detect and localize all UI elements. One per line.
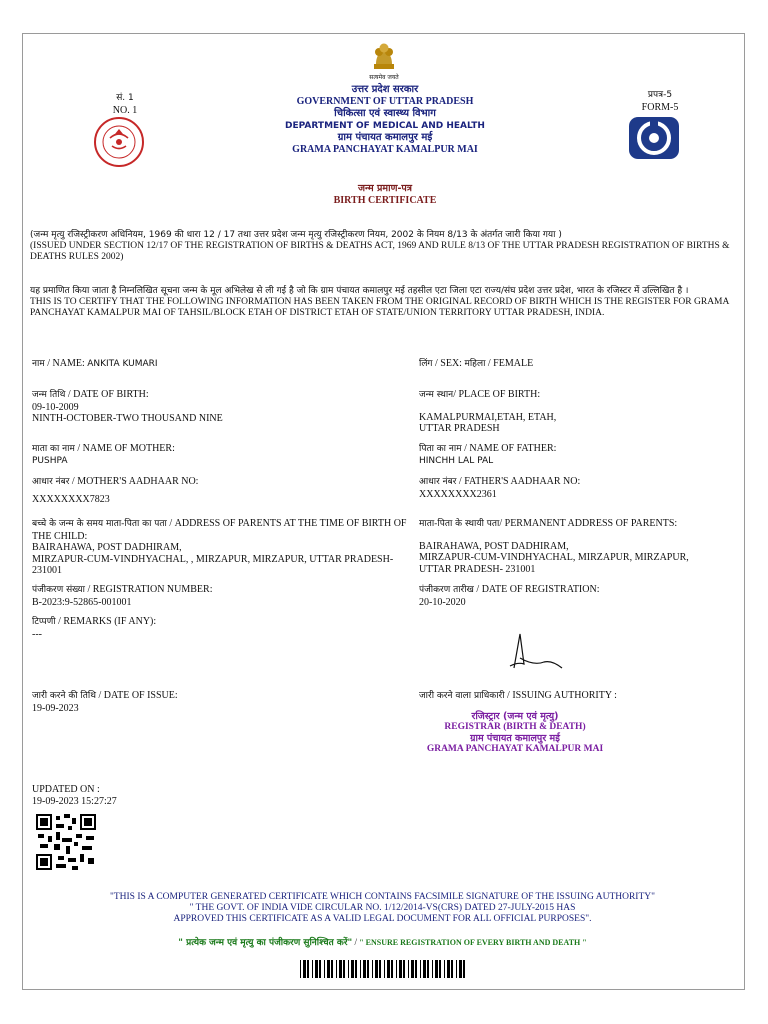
barcode-bar bbox=[435, 960, 438, 978]
barcode-bar bbox=[336, 960, 337, 978]
barcode-bar bbox=[391, 960, 393, 978]
barcode bbox=[300, 960, 468, 978]
barcode-bar bbox=[303, 960, 306, 978]
up-government-seal-icon bbox=[88, 116, 150, 168]
barcode-bar bbox=[343, 960, 345, 978]
issuing-authority: जारी करने वाला प्राधिकारी / ISSUING AUTHORITY : bbox=[419, 690, 617, 701]
barcode-bar bbox=[411, 960, 414, 978]
issuing-government-header: उत्तर प्रदेश सरकार GOVERNMENT OF UTTAR PRADESH चिकित्सा एवं स्वास्थ्य विभाग DEPARTMENT OF MEDICAL AND HEALTH ग्राम पंचायत कमालपुर मई GRAMA PANCHAYAT KAMALPUR MAI bbox=[285, 84, 485, 155]
updated-on: UPDATED ON : 19-09-2023 15:27:27 bbox=[32, 784, 117, 807]
barcode-bar bbox=[339, 960, 342, 978]
barcode-bar bbox=[351, 960, 354, 978]
footer-disclaimer: "THIS IS A COMPUTER GENERATED CERTIFICATE WHICH CONTAINS FACSIMILE SIGNATURE OF THE ISSUING AUTHORITY" " THE GOVT. OF INDIA VIDE CIRCULAR NO. 1/12/2014-VS(CRS) DATED 27-JULY-2015 HAS APPROVED THIS CERTIFICATE AS A VALID LEGAL DOCUMENT FOR ALL OFFICIAL PURPOSES". bbox=[109, 892, 656, 924]
barcode-bar bbox=[312, 960, 313, 978]
address-at-birth: बच्चे के जन्म के समय माता-पिता का पता / ADDRESS OF PARENTS AT THE TIME OF BIRTH OF THE CHILD: BAIRAHAWA, POST DADHIRAM, MIRZAPUR-CUM-VINDHYACHAL, , MIRZAPUR, MIRZAPUR, UTTAR PRADESH- 231001 bbox=[32, 518, 407, 576]
barcode-bar bbox=[427, 960, 429, 978]
barcode-bar bbox=[327, 960, 330, 978]
barcode-bar bbox=[360, 960, 361, 978]
facsimile-signature bbox=[500, 628, 570, 678]
barcode-bar bbox=[396, 960, 397, 978]
barcode-bar bbox=[423, 960, 426, 978]
registration-date: पंजीकरण तारीख / DATE OF REGISTRATION: 20-10-2020 bbox=[419, 584, 600, 608]
barcode-bar bbox=[399, 960, 402, 978]
sex: लिंग / SEX: महिला / FEMALE bbox=[419, 358, 534, 369]
remarks: टिप्पणी / REMARKS (IF ANY): --- bbox=[32, 616, 157, 640]
barcode-bar bbox=[459, 960, 462, 978]
barcode-bar bbox=[415, 960, 417, 978]
father-aadhaar: आधार नंबर / FATHER'S AADHAAR NO: XXXXXXXX2361 bbox=[419, 476, 581, 500]
barcode-bar bbox=[456, 960, 457, 978]
father-name: पिता का नाम / NAME OF FATHER: HINCHH LAL PAL bbox=[419, 443, 557, 466]
barcode-bar bbox=[463, 960, 465, 978]
form-number: प्रपत्र-5 FORM-5 bbox=[641, 90, 679, 113]
barcode-bar bbox=[439, 960, 441, 978]
certificate-border bbox=[22, 33, 745, 990]
registrar-block: रजिस्ट्रार (जन्म एवं मृत्यु) REGISTRAR (BIRTH & DEATH) ग्राम पंचायत कमालपुर मई GRAMA PANCHAYAT KAMALPUR MAI bbox=[426, 711, 604, 754]
serial-number: सं. 1 NO. 1 bbox=[112, 93, 138, 116]
barcode-bar bbox=[408, 960, 409, 978]
registration-number: पंजीकरण संख्या / REGISTRATION NUMBER: B-2023:9-52865-001001 bbox=[32, 584, 213, 608]
barcode-bar bbox=[348, 960, 349, 978]
barcode-bar bbox=[451, 960, 453, 978]
crs-logo-icon bbox=[628, 116, 680, 160]
issuance-statement: (जन्म मृत्यु रजिस्ट्रीकरण अधिनियम, 1969 की धारा 12 / 17 तथा उत्तर प्रदेश जन्म मृत्यु रजिस्ट्रीकरण नियम, 2002 के नियम 8/13 के अंतर्गत जारी किया गया ) (ISSUED UNDER SECTION 12/17 OF THE REGISTRATION OF BIRTHS & DEATHS ACT, 1969 AND RULE 8/13 OF THE UTTAR PRADESH REGISTRATION OF BIRTHS & DEATHS RULES 2002) bbox=[30, 230, 730, 262]
qr-code[interactable] bbox=[36, 814, 96, 870]
barcode-bar bbox=[319, 960, 321, 978]
barcode-bar bbox=[372, 960, 373, 978]
date-of-issue: जारी करने की तिथि / DATE OF ISSUE: 19-09-2023 bbox=[32, 690, 178, 714]
barcode-bar bbox=[363, 960, 366, 978]
national-emblem-icon bbox=[368, 42, 400, 72]
barcode-bar bbox=[307, 960, 309, 978]
barcode-bar bbox=[375, 960, 378, 978]
mother-aadhaar: आधार नंबर / MOTHER'S AADHAAR NO: XXXXXXXX7823 bbox=[32, 476, 199, 505]
place-of-birth: जन्म स्थान/ PLACE OF BIRTH: KAMALPURMAI,ETAH, ETAH, UTTAR PRADESH bbox=[419, 389, 557, 434]
barcode-bar bbox=[420, 960, 421, 978]
permanent-address: माता-पिता के स्थायी पता/ PERMANENT ADDRESS OF PARENTS: BAIRAHAWA, POST DADHIRAM, MIRZAPUR-CUM-VINDHYACHAL, MIRZAPUR, MIRZAPUR, UTTAR PRADESH- 231001 bbox=[419, 518, 689, 575]
registration-slogan: " प्रत्येक जन्म एवं मृत्यु का पंजीकरण सुनिश्चित करें" / " ENSURE REGISTRATION OF EVERY BIRTH AND DEATH " bbox=[178, 937, 587, 948]
barcode-bar bbox=[315, 960, 318, 978]
barcode-bar bbox=[447, 960, 450, 978]
certificate-title: जन्म प्रमाण-पत्र BIRTH CERTIFICATE bbox=[333, 183, 437, 206]
certification-statement: यह प्रमाणित किया जाता है निम्नलिखित सूचना जन्म के मूल अभिलेख से ली गई है जो कि ग्राम पंचायत कमालपुर मई तहसील एटा जिला एटा राज्य/संघ प्रदेश उत्तर प्रदेश, भारत के रजिस्टर में उल्लिखित है । THIS IS TO CERTIFY THAT THE FOLLOWING INFORMATION HAS BEEN TAKEN FROM THE ORIGINAL RECORD OF BIRTH WHICH IS THE REGISTER FOR GRAMA PANCHAYAT KAMALPUR MAI OF TAHSIL/BLOCK ETAH OF DISTRICT ETAH OF STATE/UNION TERRITORY UTTAR PRADESH, INDIA. bbox=[30, 286, 729, 318]
child-name: नाम / NAME: ANKITA KUMARI bbox=[32, 358, 158, 369]
barcode-bar bbox=[331, 960, 333, 978]
date-of-birth: जन्म तिथि / DATE OF BIRTH: 09-10-2009 NINTH-OCTOBER-TWO THOUSAND NINE bbox=[32, 389, 223, 424]
barcode-bar bbox=[300, 960, 301, 978]
barcode-bar bbox=[432, 960, 433, 978]
barcode-bar bbox=[324, 960, 325, 978]
mother-name: माता का नाम / NAME OF MOTHER: PUSHPA bbox=[32, 443, 175, 466]
barcode-bar bbox=[379, 960, 381, 978]
emblem-motto: सत्यमेव जयते bbox=[369, 74, 399, 81]
barcode-bar bbox=[403, 960, 405, 978]
barcode-bar bbox=[355, 960, 357, 978]
barcode-bar bbox=[367, 960, 369, 978]
barcode-bar bbox=[444, 960, 445, 978]
barcode-bar bbox=[387, 960, 390, 978]
barcode-bar bbox=[384, 960, 385, 978]
